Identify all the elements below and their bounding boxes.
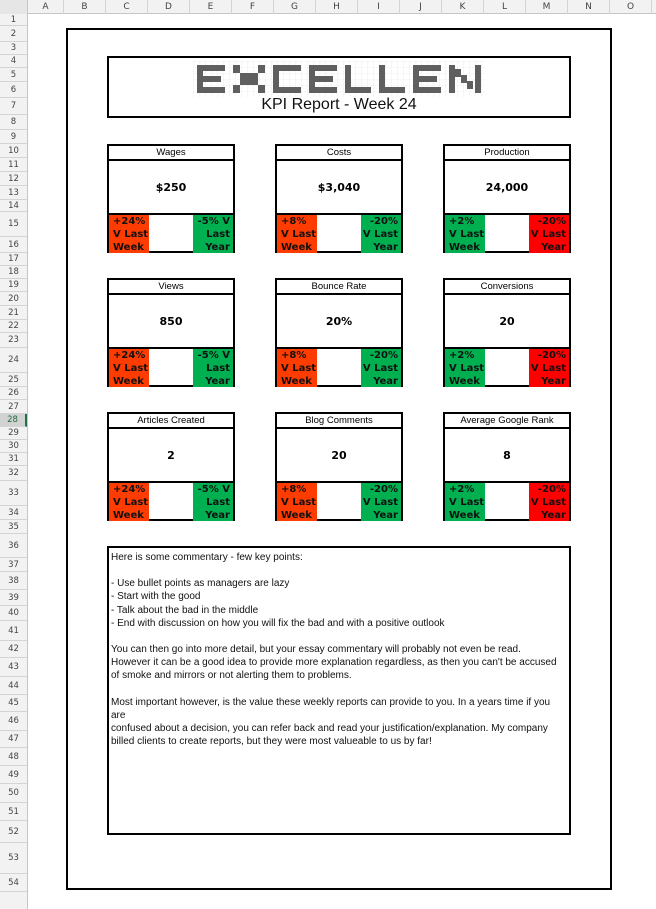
vs-last-year: -5% V Last Year <box>193 483 233 521</box>
column-header-g[interactable]: G <box>274 0 316 14</box>
column-header-i[interactable]: I <box>358 0 400 14</box>
row-header-12[interactable]: 12 <box>0 172 27 186</box>
row-header-45[interactable]: 45 <box>0 695 27 712</box>
row-header-53[interactable]: 53 <box>0 843 27 874</box>
row-header-11[interactable]: 11 <box>0 158 27 172</box>
column-header-e[interactable]: E <box>190 0 232 14</box>
column-header-d[interactable]: D <box>148 0 190 14</box>
row-header-28[interactable]: 28 <box>0 414 27 427</box>
row-header-29[interactable]: 29 <box>0 427 27 440</box>
row-header-39[interactable]: 39 <box>0 590 27 606</box>
row-header-7[interactable]: 7 <box>0 98 27 115</box>
row-header-26[interactable]: 26 <box>0 387 27 400</box>
kpi-value: 2 <box>167 448 175 462</box>
vs-last-week: +24% V Last Week <box>109 483 149 521</box>
kpi-title: Views <box>109 280 233 295</box>
kpi-comparison <box>277 347 401 387</box>
row-header-49[interactable]: 49 <box>0 766 27 784</box>
vs-last-year: -20% V Last Year <box>529 349 569 387</box>
row-header-43[interactable]: 43 <box>0 658 27 677</box>
row-header-21[interactable]: 21 <box>0 306 27 320</box>
kpi-title: Blog Comments <box>277 414 401 429</box>
commentary-detail: You can then go into more detail, but your essay commentary will probably not even be read. However it can be a good idea to provide more explanation regardless, as then you can't be accused of smoke and mirrors or not alerting them to problems. <box>111 644 557 682</box>
column-header-f[interactable]: F <box>232 0 274 14</box>
row-header-13[interactable]: 13 <box>0 186 27 200</box>
column-header-a[interactable]: A <box>28 0 64 14</box>
row-header-46[interactable]: 46 <box>0 712 27 731</box>
row-header-16[interactable]: 16 <box>0 237 27 253</box>
row-header-9[interactable]: 9 <box>0 130 27 144</box>
kpi-title: Articles Created <box>109 414 233 429</box>
row-header-51[interactable]: 51 <box>0 803 27 821</box>
vs-last-week: +2% V Last Week <box>445 349 485 387</box>
row-header-36[interactable]: 36 <box>0 534 27 558</box>
kpi-title: Average Google Rank <box>445 414 569 429</box>
report-header <box>107 56 571 118</box>
kpi-title: Bounce Rate <box>277 280 401 295</box>
row-header-40[interactable]: 40 <box>0 606 27 621</box>
kpi-card-production <box>443 144 571 253</box>
row-header-27[interactable]: 27 <box>0 400 27 414</box>
vs-last-week: +8% V Last Week <box>277 483 317 521</box>
kpi-card-average-google-rank <box>443 412 571 521</box>
row-header-24[interactable]: 24 <box>0 348 27 373</box>
vs-last-week: +2% V Last Week <box>445 483 485 521</box>
vs-last-week: +2% V Last Week <box>445 215 485 253</box>
kpi-card-blog-comments <box>275 412 403 521</box>
column-header-n[interactable]: N <box>568 0 610 14</box>
row-header-52[interactable]: 52 <box>0 821 27 843</box>
kpi-value: 20 <box>331 448 347 462</box>
row-header-30[interactable]: 30 <box>0 440 27 453</box>
row-header-18[interactable]: 18 <box>0 266 27 279</box>
row-header-35[interactable]: 35 <box>0 520 27 534</box>
row-header-42[interactable]: 42 <box>0 641 27 658</box>
row-header-41[interactable]: 41 <box>0 621 27 641</box>
row-header-17[interactable]: 17 <box>0 253 27 266</box>
kpi-comparison <box>109 213 233 253</box>
vs-last-week: +8% V Last Week <box>277 349 317 387</box>
excellen-logo <box>193 61 485 97</box>
kpi-comparison <box>109 347 233 387</box>
column-header-o[interactable]: O <box>610 0 652 14</box>
kpi-title: Production <box>445 146 569 161</box>
vs-last-year: -5% V Last Year <box>193 215 233 253</box>
vs-last-year: -20% V Last Year <box>529 483 569 521</box>
row-header-10[interactable]: 10 <box>0 144 27 158</box>
column-header-j[interactable]: J <box>400 0 442 14</box>
kpi-comparison <box>445 347 569 387</box>
kpi-card-bounce-rate <box>275 278 403 387</box>
row-header-23[interactable]: 23 <box>0 333 27 348</box>
row-header-47[interactable]: 47 <box>0 731 27 748</box>
row-header-37[interactable]: 37 <box>0 558 27 572</box>
kpi-comparison <box>445 213 569 253</box>
column-header-b[interactable]: B <box>64 0 106 14</box>
kpi-value: 20 <box>499 314 515 328</box>
kpi-value: 850 <box>159 314 183 328</box>
row-header-25[interactable]: 25 <box>0 373 27 387</box>
row-header-50[interactable]: 50 <box>0 784 27 803</box>
row-header-6[interactable]: 6 <box>0 82 27 98</box>
row-header-33[interactable]: 33 <box>0 481 27 506</box>
row-header-34[interactable]: 34 <box>0 506 27 520</box>
row-header-14[interactable]: 14 <box>0 200 27 212</box>
kpi-card-conversions <box>443 278 571 387</box>
row-header-bar <box>0 14 28 909</box>
row-header-38[interactable]: 38 <box>0 572 27 590</box>
kpi-title: Conversions <box>445 280 569 295</box>
vs-last-year: -5% V Last Year <box>193 349 233 387</box>
row-header-1[interactable]: 1 <box>0 14 27 26</box>
column-header-c[interactable]: C <box>106 0 148 14</box>
vs-last-week: +8% V Last Week <box>277 215 317 253</box>
kpi-card-articles-created <box>107 412 235 521</box>
vs-last-week: +24% V Last Week <box>109 215 149 253</box>
row-header-3[interactable]: 3 <box>0 42 27 55</box>
kpi-value: 24,000 <box>485 180 529 194</box>
vs-last-year: -20% V Last Year <box>361 483 401 521</box>
kpi-card-wages <box>107 144 235 253</box>
row-header-4[interactable]: 4 <box>0 55 27 68</box>
kpi-value: 20% <box>325 314 353 328</box>
row-header-54[interactable]: 54 <box>0 874 27 892</box>
vs-last-year: -20% V Last Year <box>361 215 401 253</box>
column-header-l[interactable]: L <box>484 0 526 14</box>
commentary-importance: Most important however, is the value these weekly reports can provide to you. In a years time if you are confused about a decision, you can refer back and read your justification/explanation. My company billed clients to create reports, but they were most valueable to us by far! <box>111 696 551 748</box>
row-header-32[interactable]: 32 <box>0 466 27 481</box>
kpi-value: $250 <box>155 180 187 194</box>
kpi-card-costs <box>275 144 403 253</box>
select-all-corner[interactable] <box>0 0 28 14</box>
kpi-comparison <box>445 481 569 521</box>
row-header-22[interactable]: 22 <box>0 320 27 333</box>
column-header-k[interactable]: K <box>442 0 484 14</box>
column-header-h[interactable]: H <box>316 0 358 14</box>
row-header-44[interactable]: 44 <box>0 677 27 695</box>
vs-last-week: +24% V Last Week <box>109 349 149 387</box>
kpi-value: 8 <box>503 448 511 462</box>
kpi-title: Wages <box>109 146 233 161</box>
row-header-15[interactable]: 15 <box>0 212 27 237</box>
kpi-value: $3,040 <box>317 180 361 194</box>
row-header-19[interactable]: 19 <box>0 279 27 292</box>
commentary-bullets: - Use bullet points as managers are lazy - Start with the good - Talk about the bad in the middle - End with discussion on how you will fix the bad and with a positive outlook <box>111 578 445 629</box>
row-header-48[interactable]: 48 <box>0 748 27 766</box>
kpi-card-views <box>107 278 235 387</box>
commentary-box[interactable] <box>107 546 571 835</box>
kpi-comparison <box>277 481 401 521</box>
row-header-2[interactable]: 2 <box>0 26 27 42</box>
kpi-title: Costs <box>277 146 401 161</box>
row-header-31[interactable]: 31 <box>0 453 27 466</box>
vs-last-year: -20% V Last Year <box>361 349 401 387</box>
column-header-m[interactable]: M <box>526 0 568 14</box>
kpi-comparison <box>109 481 233 521</box>
report-title: KPI Report - Week 24 <box>261 96 417 113</box>
row-header-20[interactable]: 20 <box>0 292 27 306</box>
svg-text:EXCELLEN: EXCELLEN <box>339 83 345 84</box>
vs-last-year: -20% V Last Year <box>529 215 569 253</box>
commentary-intro: Here is some commentary - few key points: <box>111 552 303 563</box>
column-header-bar <box>0 0 656 14</box>
row-header-5[interactable]: 5 <box>0 68 27 82</box>
row-header-8[interactable]: 8 <box>0 115 27 130</box>
kpi-comparison <box>277 213 401 253</box>
